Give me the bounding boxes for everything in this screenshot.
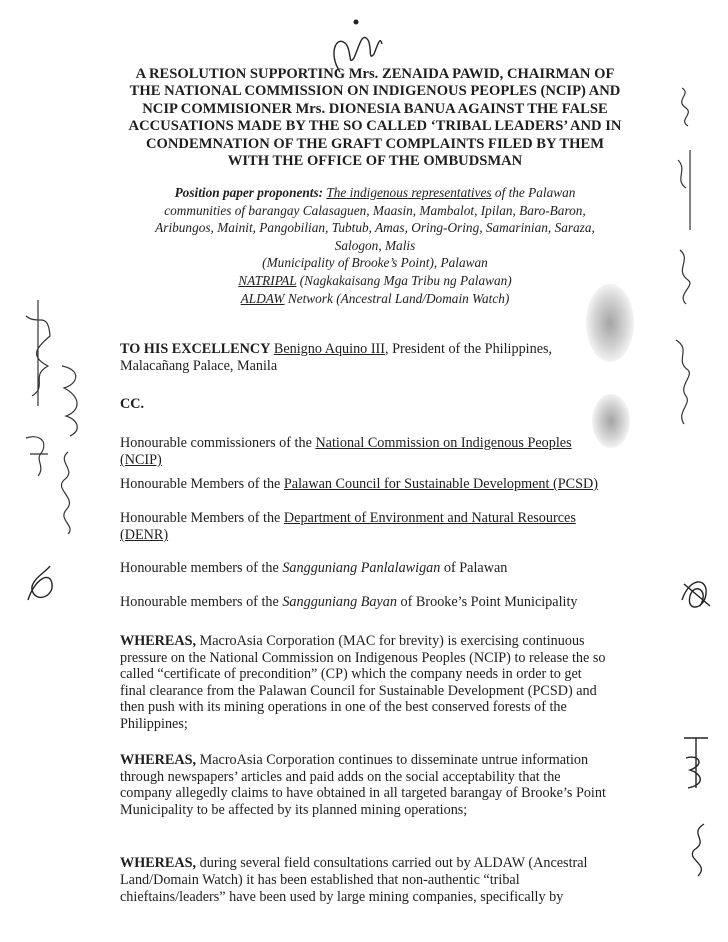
left-signature-3 bbox=[52, 360, 92, 440]
thumbprint-1 bbox=[586, 284, 634, 362]
proponents-lead-rest: of the Palawan bbox=[491, 185, 576, 200]
whereas-line: Philippines; bbox=[120, 715, 188, 732]
whereas-line: final clearance from the Palawan Council for Sustainable Development (PCSD) and bbox=[120, 682, 597, 699]
proponents-line: (Municipality of Brooke’s Point), Palawan bbox=[262, 255, 488, 271]
cc-item-pre: Honourable members of the bbox=[120, 594, 283, 610]
whereas-paragraph bbox=[120, 855, 628, 906]
whereas-line: MacroAsia Corporation continues to disseminate untrue information bbox=[196, 752, 589, 768]
cc-item-pre: Honourable commissioners of the bbox=[120, 435, 316, 451]
right-signature-scribble bbox=[676, 570, 716, 620]
whereas-line: Municipality to be affected by its planned mining operations; bbox=[120, 801, 468, 818]
whereas-line: chieftains/leaders” have been used by large mining companies, specifically by bbox=[120, 889, 564, 905]
aldaw-name: ALDAW bbox=[240, 290, 285, 306]
cc-item bbox=[120, 510, 628, 544]
cc-item-org2: (DENR) bbox=[120, 527, 169, 544]
whereas-line: pressure on the National Commission on Indigenous Peoples (NCIP) to release the so bbox=[120, 649, 606, 666]
addressee-prefix: TO HIS EXCELLENCY bbox=[120, 341, 271, 357]
cc-item-org: Sangguniang Bayan bbox=[282, 594, 397, 610]
cc-item bbox=[120, 435, 628, 469]
title-line: THE NATIONAL COMMISSION ON INDIGENOUS PEOPLES (NCIP) AND bbox=[129, 83, 621, 100]
proponents-line: Salogon, Malis bbox=[334, 237, 416, 253]
cc-item-post: of Palawan bbox=[440, 560, 508, 576]
proponents-block bbox=[112, 184, 638, 307]
proponents-label: Position paper proponents: bbox=[174, 185, 324, 200]
cc-item-org: Palawan Council for Sustainable Development (PCSD) bbox=[283, 476, 598, 492]
aldaw-rest: Network (Ancestral Land/Domain Watch) bbox=[284, 290, 510, 306]
cc-item-pre: Honourable Members of the bbox=[120, 476, 284, 492]
top-signature-mark bbox=[318, 14, 388, 84]
proponents-line: communities of barangay Calasaguen, Maasin, Mambalot, Ipilan, Baro-Baron, bbox=[164, 202, 586, 218]
right-signature-7 bbox=[682, 820, 716, 880]
title-line: WITH THE OFFICE OF THE OMBUDSMAN bbox=[227, 153, 523, 170]
natripal-name: NATRIPAL bbox=[238, 272, 297, 288]
cc-item-pre: Honourable members of the bbox=[120, 560, 283, 576]
title-line: CONDEMNATION OF THE GRAFT COMPLAINTS FILED BY THEM bbox=[146, 135, 604, 152]
cc-item-org: National Commission on Indigenous Peoples bbox=[315, 435, 572, 451]
title-line: A RESOLUTION SUPPORTING Mrs. ZENAIDA PAWID, CHAIRMAN OF bbox=[135, 66, 615, 82]
whereas-line: then push with its mining operations in one of the best conserved forests of the bbox=[120, 699, 567, 716]
whereas-line: during several field consultations carried out by ALDAW (Ancestral bbox=[196, 855, 588, 871]
whereas-line: Land/Domain Watch) it has been established that non-authentic “tribal bbox=[120, 872, 520, 888]
cc-item bbox=[120, 594, 628, 611]
cc-label: CC. bbox=[120, 396, 145, 412]
whereas-line: MacroAsia Corporation (MAC for brevity) is exercising continuous bbox=[196, 633, 585, 649]
title-line: ACCUSATIONS MADE BY THE SO CALLED ‘TRIBAL LEADERS’ AND IN bbox=[128, 118, 622, 135]
right-signature-6 bbox=[678, 728, 714, 798]
whereas-word: WHEREAS, bbox=[120, 855, 197, 871]
cc-item bbox=[120, 476, 628, 493]
title-line: NCIP COMMISIONER Mrs. DIONESIA BANUA AGAINST THE FALSE bbox=[142, 100, 608, 117]
thumbprint-2 bbox=[592, 394, 630, 448]
addressee-name: Benigno Aquino III bbox=[273, 341, 385, 357]
whereas-word: WHEREAS, bbox=[120, 752, 197, 768]
natripal-rest: (Nagkakaisang Mga Tribu ng Palawan) bbox=[296, 272, 512, 288]
right-signatures bbox=[664, 80, 704, 440]
whereas-line: company allegedly claims to have obtained in all targeted barangay of Brooke’s Point bbox=[120, 785, 606, 802]
whereas-paragraph bbox=[120, 633, 628, 733]
addressee-rest: , President of the Philippines, bbox=[385, 341, 553, 357]
cc-item-pre: Honourable Members of the bbox=[120, 510, 284, 526]
addressee-block bbox=[120, 341, 628, 375]
addressee-line2: Malacañang Palace, Manila bbox=[120, 358, 278, 375]
cc-item-post: of Brooke’s Point Municipality bbox=[397, 594, 578, 610]
cc-item-org2: (NCIP) bbox=[120, 452, 162, 469]
proponents-line: Aribungos, Mainit, Pangobilian, Tubtub, Amas, Oring-Oring, Samarinian, Saraza, bbox=[155, 220, 595, 236]
cc-item-org: Sangguniang Panlalawigan bbox=[282, 560, 441, 576]
left-signature-5 bbox=[22, 560, 58, 610]
proponents-lead: The indigenous representatives bbox=[326, 185, 492, 200]
whereas-word: WHEREAS, bbox=[120, 633, 197, 649]
left-signature-4 bbox=[48, 448, 88, 538]
whereas-line: called “certificate of precondition” (CP) which the company needs in order to get bbox=[120, 666, 582, 683]
whereas-paragraph bbox=[120, 752, 628, 818]
whereas-line: through newspapers’ articles and paid adds on the social acceptability that the bbox=[120, 768, 561, 785]
cc-item bbox=[120, 560, 628, 577]
cc-item-org: Department of Environment and Natural Resources bbox=[283, 510, 576, 526]
